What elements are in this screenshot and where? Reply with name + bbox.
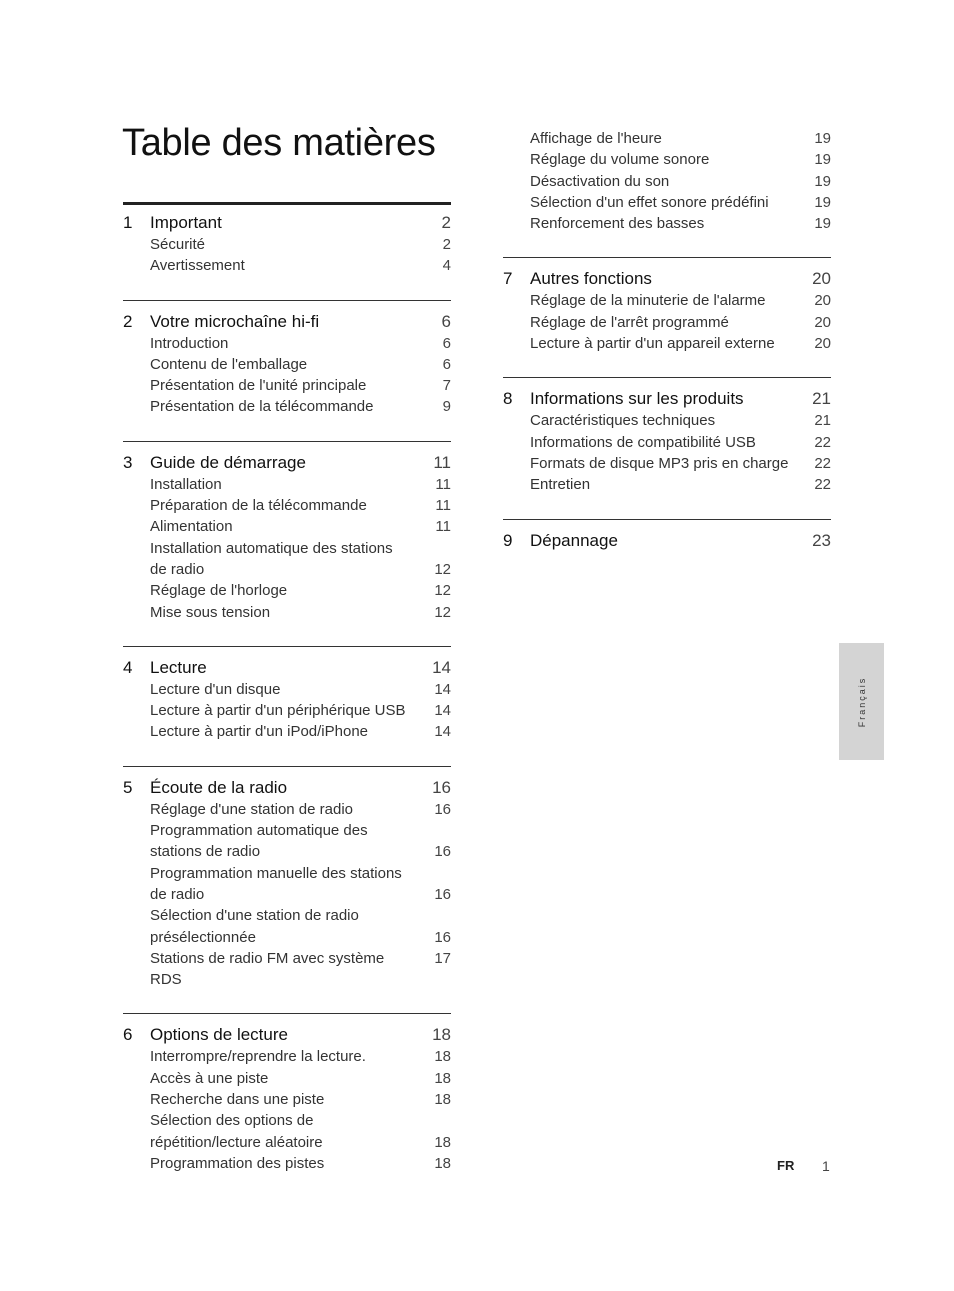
- chapter-number: 3: [123, 452, 133, 472]
- entry-page: 18: [434, 1069, 451, 1087]
- toc-entry-row[interactable]: [123, 1068, 451, 1089]
- entry-page: 12: [434, 582, 451, 600]
- toc-entry-row[interactable]: [123, 905, 451, 926]
- chapter-title: Dépannage: [530, 530, 618, 550]
- chapter-number: 6: [123, 1025, 133, 1045]
- entry-label: Réglage de l'arrêt programmé: [530, 313, 729, 331]
- entry-page: 6: [442, 355, 451, 373]
- entry-label: Stations de radio FM avec système RDS: [150, 949, 385, 989]
- toc-entry-row[interactable]: [123, 927, 451, 948]
- chapter-title: Lecture: [150, 657, 207, 677]
- entry-page: 16: [434, 843, 451, 861]
- chapter-title: Écoute de la radio: [150, 777, 288, 797]
- entry-label: Contenu de l'emballage: [150, 355, 308, 373]
- chapter-number: 9: [503, 530, 513, 550]
- entry-page: 22: [814, 454, 831, 472]
- entry-label: Réglage du volume sonore: [530, 151, 710, 169]
- entry-page: 14: [434, 723, 451, 741]
- toc-chapter-row[interactable]: [503, 388, 831, 410]
- toc-section: [123, 441, 451, 623]
- entry-label: Alimentation: [150, 518, 233, 536]
- toc-entry-row[interactable]: [123, 700, 451, 721]
- entry-label: Renforcement des basses: [530, 215, 705, 233]
- toc-entry-row[interactable]: [503, 149, 831, 170]
- entry-page: 9: [442, 398, 451, 416]
- toc-entry-row[interactable]: [503, 312, 831, 333]
- toc-section: [503, 377, 831, 495]
- entry-label: Sécurité: [150, 236, 206, 253]
- toc-entry-row[interactable]: [123, 679, 451, 700]
- entry-label: Formats de disque MP3 pris en charge: [530, 454, 789, 472]
- toc-chapter-row[interactable]: [123, 311, 451, 333]
- entry-label: Entretien: [530, 476, 591, 494]
- toc-section: [123, 1013, 451, 1174]
- toc-chapter-row[interactable]: [503, 530, 831, 552]
- entry-label: de radio: [150, 885, 205, 903]
- entry-label: Affichage de l'heure: [530, 130, 662, 147]
- toc-chapter-row[interactable]: [123, 1024, 451, 1046]
- toc-entry-row[interactable]: [123, 559, 451, 580]
- entry-page: 12: [434, 603, 451, 621]
- toc-entry-row[interactable]: [123, 602, 451, 623]
- footer-page-number: 1: [822, 1158, 830, 1174]
- entry-label: Mise sous tension: [150, 603, 271, 621]
- toc-entry-row[interactable]: [123, 495, 451, 516]
- chapter-page: 20: [812, 269, 831, 289]
- entry-label: Préparation de la télécommande: [150, 497, 367, 515]
- toc-entry-row[interactable]: [123, 1046, 451, 1067]
- entry-page: 14: [434, 702, 451, 720]
- toc-entry-row[interactable]: [123, 516, 451, 537]
- entry-page: 20: [814, 335, 831, 353]
- toc-section: [123, 766, 451, 991]
- toc-entry-row[interactable]: [123, 474, 451, 495]
- entry-page: 4: [442, 257, 451, 275]
- chapter-title: Guide de démarrage: [150, 452, 306, 472]
- toc-section: [123, 300, 451, 418]
- entry-label: Présentation de l'unité principale: [150, 377, 367, 395]
- toc-entry-row[interactable]: [503, 290, 831, 311]
- toc-entry-row[interactable]: [123, 375, 451, 396]
- entry-page: 19: [814, 193, 831, 211]
- chapter-page: 2: [441, 213, 451, 232]
- toc-chapter-row[interactable]: [123, 212, 451, 234]
- toc-entry-row[interactable]: [123, 234, 451, 255]
- entry-page: 7: [442, 377, 451, 395]
- toc-chapter-row[interactable]: [123, 777, 451, 799]
- toc-right-column: [503, 128, 831, 552]
- entry-page: 11: [435, 475, 451, 493]
- chapter-title: Options de lecture: [150, 1025, 288, 1045]
- title-rule: [123, 202, 451, 205]
- toc-chapter-row[interactable]: [123, 452, 451, 474]
- toc-entry-row[interactable]: [123, 1110, 451, 1131]
- toc-entry-row[interactable]: [123, 333, 451, 354]
- entry-label: Réglage d'une station de radio: [150, 800, 354, 818]
- chapter-title: Important: [150, 213, 222, 232]
- entry-page: 18: [434, 1154, 451, 1172]
- toc-section: [503, 519, 831, 552]
- footer-language: FR: [777, 1158, 795, 1173]
- toc-section: [123, 646, 451, 743]
- chapter-page: 11: [433, 452, 451, 472]
- chapter-number: 2: [123, 311, 133, 331]
- entry-page: 22: [814, 433, 831, 451]
- chapter-page: 6: [441, 311, 451, 331]
- entry-page: 11: [435, 497, 451, 515]
- toc-entry-row[interactable]: [503, 192, 831, 213]
- chapter-page: 18: [432, 1025, 451, 1045]
- toc-entry-row[interactable]: [123, 884, 451, 905]
- entry-page: 16: [434, 885, 451, 903]
- toc-entry-row[interactable]: [123, 255, 451, 276]
- entry-label: Informations de compatibilité USB: [530, 433, 756, 451]
- language-tab-label: Français: [856, 676, 867, 727]
- entry-label: Lecture d'un disque: [150, 680, 281, 698]
- toc-left-column: [123, 210, 451, 1174]
- entry-label: Programmation des pistes: [150, 1154, 325, 1172]
- entry-page: 16: [434, 800, 451, 818]
- chapter-number: 1: [123, 213, 133, 232]
- entry-label: Introduction: [150, 334, 229, 352]
- entry-label: Avertissement: [150, 257, 245, 275]
- page-title: Table des matières: [122, 122, 436, 164]
- toc-entry-row[interactable]: [503, 128, 831, 149]
- entry-page: 18: [434, 1091, 451, 1109]
- entry-page: 18: [434, 1048, 451, 1066]
- entry-label: Programmation manuelle des stations: [150, 864, 402, 882]
- toc-entry-row[interactable]: [503, 333, 831, 354]
- entry-label: Désactivation du son: [530, 172, 670, 190]
- toc-section: [503, 257, 831, 354]
- toc-entry-row[interactable]: [123, 580, 451, 601]
- entry-page: 19: [814, 215, 831, 233]
- entry-label: Lecture à partir d'un iPod/iPhone: [150, 723, 369, 741]
- entry-label: Présentation de la télécommande: [150, 398, 374, 416]
- toc-entry-row[interactable]: [503, 171, 831, 192]
- toc-entry-row[interactable]: [123, 396, 451, 417]
- chapter-number: 8: [503, 389, 513, 409]
- entry-page: 6: [442, 334, 451, 352]
- entry-page: 20: [814, 292, 831, 310]
- toc-entry-row[interactable]: [123, 1153, 451, 1174]
- toc-entry-row[interactable]: [503, 213, 831, 234]
- toc-entry-row[interactable]: [123, 820, 451, 841]
- chapter-number: 5: [123, 777, 133, 797]
- toc-entry-row[interactable]: [123, 799, 451, 820]
- toc-entry-row[interactable]: [503, 474, 831, 495]
- language-tab: [839, 643, 884, 760]
- entry-label: Recherche dans une piste: [150, 1091, 325, 1109]
- entry-label: de radio: [150, 560, 205, 578]
- entry-label: Installation: [150, 475, 222, 493]
- entry-label: Réglage de l'horloge: [150, 582, 288, 600]
- entry-label: Caractéristiques techniques: [530, 412, 716, 430]
- entry-page: 11: [435, 518, 451, 536]
- toc-chapter-row[interactable]: [503, 268, 831, 290]
- entry-page: 20: [814, 313, 831, 331]
- entry-label: Sélection des options de: [150, 1112, 314, 1130]
- toc-section: [123, 210, 451, 277]
- chapter-title: Votre microchaîne hi-fi: [150, 311, 320, 331]
- toc-section: [503, 128, 831, 234]
- entry-label: Lecture à partir d'un périphérique USB: [150, 702, 406, 720]
- entry-page: 19: [814, 172, 831, 190]
- toc-entry-row[interactable]: [123, 863, 451, 884]
- entry-page: 19: [814, 151, 831, 169]
- entry-label: présélectionnée: [150, 928, 256, 946]
- toc-entry-row[interactable]: [123, 841, 451, 862]
- toc-entry-row[interactable]: [123, 354, 451, 375]
- entry-page: 16: [434, 928, 451, 946]
- chapter-number: 4: [123, 657, 133, 677]
- chapter-page: 21: [812, 389, 831, 409]
- entry-label: Interrompre/reprendre la lecture.: [150, 1048, 366, 1066]
- entry-page: 22: [814, 476, 831, 494]
- toc-chapter-row[interactable]: [123, 657, 451, 679]
- entry-label: Sélection d'un effet sonore prédéfini: [530, 193, 769, 211]
- toc-entry-row[interactable]: [503, 432, 831, 453]
- toc-entry-row[interactable]: [123, 538, 451, 559]
- chapter-title: Autres fonctions: [530, 269, 652, 289]
- entry-page: 14: [434, 680, 451, 698]
- entry-page: 21: [814, 412, 831, 430]
- entry-label: Lecture à partir d'un appareil externe: [530, 335, 775, 353]
- chapter-number: 7: [503, 269, 513, 289]
- entry-page: 2: [442, 236, 451, 253]
- toc-entry-row[interactable]: [503, 453, 831, 474]
- entry-label: Sélection d'une station de radio: [150, 907, 359, 925]
- entry-page: 19: [814, 130, 831, 147]
- entry-label: répétition/lecture aléatoire: [150, 1133, 323, 1151]
- chapter-page: 16: [432, 777, 451, 797]
- toc-entry-row[interactable]: [123, 948, 451, 991]
- toc-entry-row[interactable]: [123, 721, 451, 742]
- entry-page: 12: [434, 560, 451, 578]
- entry-label: stations de radio: [150, 843, 261, 861]
- entry-page: 18: [434, 1133, 451, 1151]
- chapter-title: Informations sur les produits: [530, 389, 744, 409]
- chapter-page: 14: [432, 657, 451, 677]
- toc-entry-row[interactable]: [123, 1089, 451, 1110]
- entry-label: Réglage de la minuterie de l'alarme: [530, 292, 766, 310]
- chapter-page: 23: [812, 530, 831, 550]
- entry-label: Installation automatique des stations: [150, 539, 393, 557]
- entry-label: Accès à une piste: [150, 1069, 269, 1087]
- entry-page: 17: [434, 949, 451, 967]
- toc-entry-row[interactable]: [503, 410, 831, 431]
- entry-label: Programmation automatique des: [150, 822, 368, 840]
- toc-entry-row[interactable]: [123, 1132, 451, 1153]
